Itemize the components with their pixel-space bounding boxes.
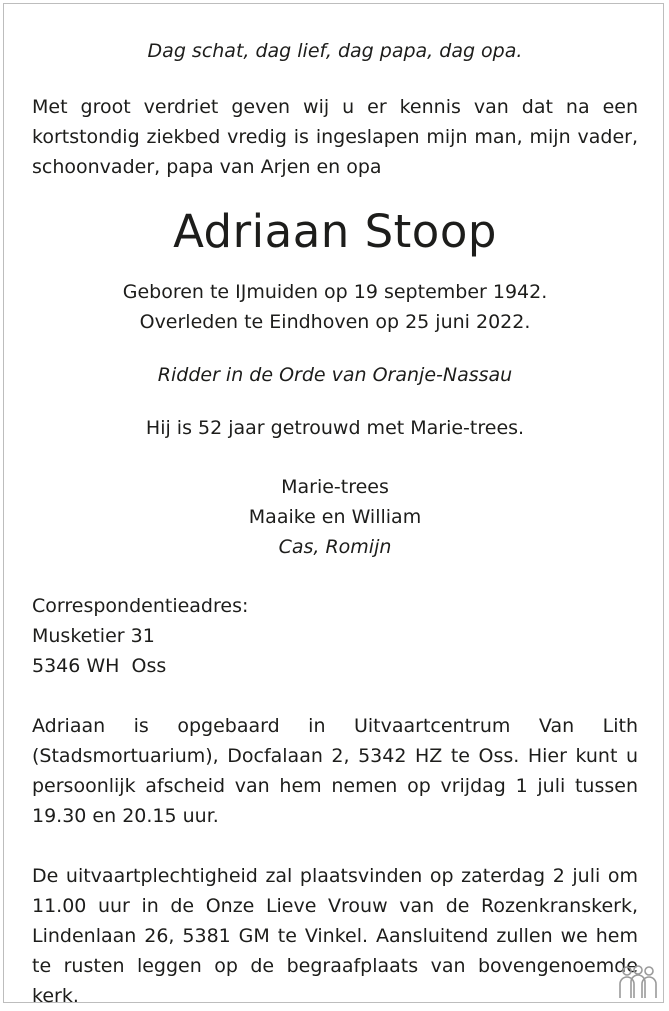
deceased-name: Adriaan Stoop [173, 205, 497, 258]
address-street: Musketier 31 [32, 625, 155, 647]
viewing-info: Adriaan is opgebaard in Uitvaartcentrum Van Lith (Stadsmortuarium), Docfalaan 2, 5342 HZ te Oss. Hier kunt u persoonlijk afscheid van hem nemen op vrijdag 1 juli tussen 19.30 en 20.15 uur. [32, 715, 638, 827]
honor-line: Ridder in de Orde van Oranje-Nassau [157, 364, 513, 386]
obituary-content [32, 36, 638, 1011]
death-line: Overleden te Eindhoven op 25 juni 2022. [139, 311, 531, 333]
family-group-icon [615, 965, 661, 999]
family-line: Maaike en William [248, 506, 422, 528]
family-line: Cas, Romijn [278, 536, 392, 558]
correspondence-address [32, 591, 638, 681]
motto: Dag schat, dag lief, dag papa, dag opa. [147, 40, 523, 62]
family-line: Marie-trees [281, 476, 389, 498]
address-city: 5346 WH Oss [32, 655, 167, 677]
family-signature [32, 472, 638, 562]
funeral-info: De uitvaartplechtigheid zal plaatsvinden op zaterdag 2 juli om 11.00 uur in de Onze Lieve Vrouw van de Rozenkranskerk, Lindenlaan 26, 5381 GM te Vinkel. Aansluitend zullen we hem te rusten leggen op de begraafplaats van bovengenoemde kerk. [32, 865, 638, 1007]
marriage-line: Hij is 52 jaar getrouwd met Marie-trees. [145, 417, 525, 439]
intro-text: Met groot verdriet geven wij u er kennis van dat na een kortstondig ziekbed vredig is ingeslapen mijn man, mijn vader, schoonvader, papa van Arjen en opa [32, 96, 638, 178]
birth-line: Geboren te IJmuiden op 19 september 1942. [122, 281, 548, 303]
address-label: Correspondentieadres: [32, 595, 249, 617]
